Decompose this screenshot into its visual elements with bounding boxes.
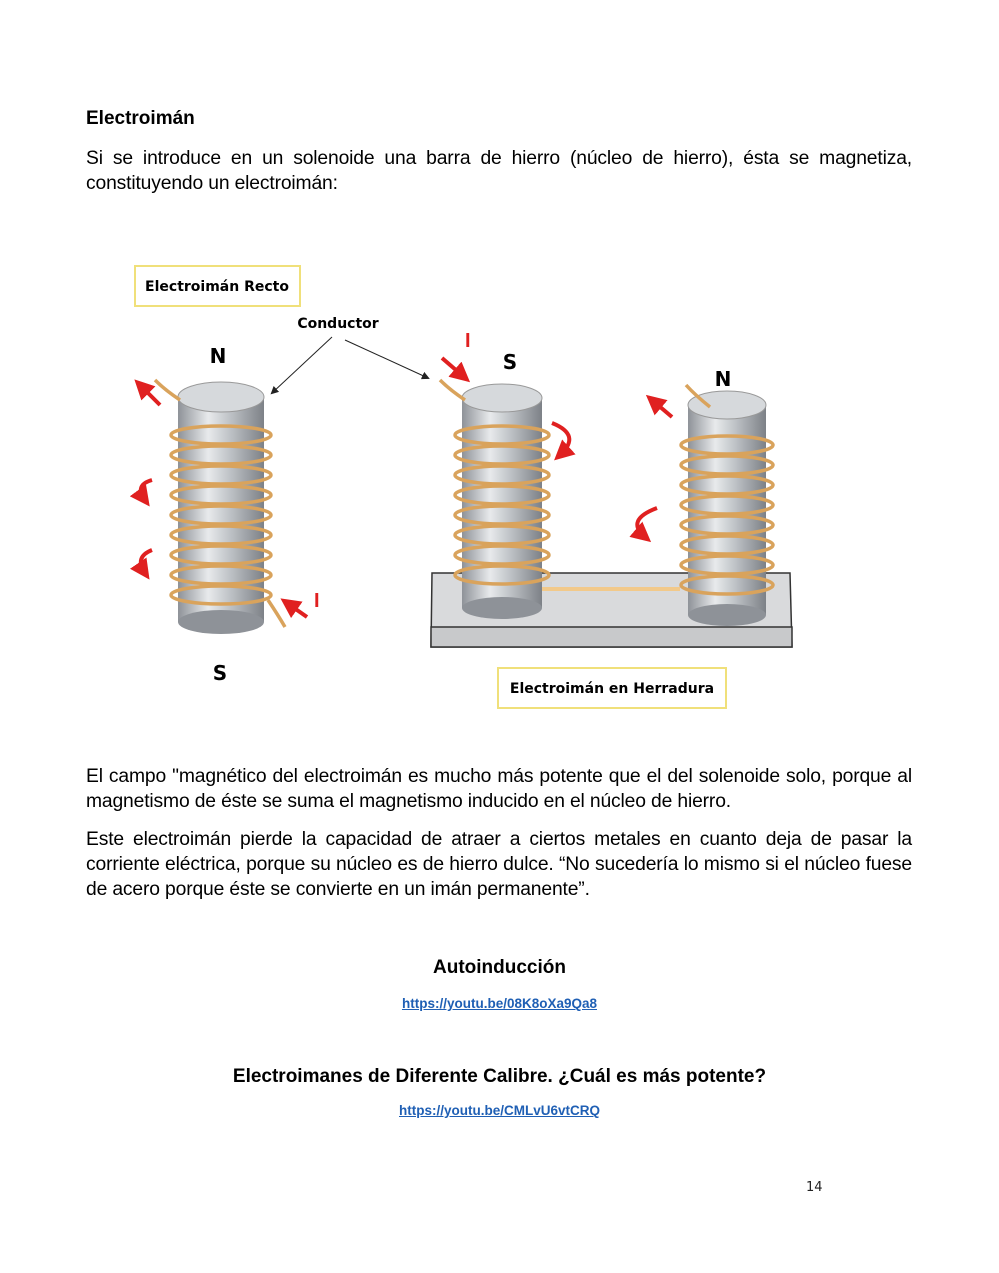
label-horseshoe-box	[498, 668, 726, 708]
subheading-electroimanes: Electroimanes de Diferente Calibre. ¿Cuál es más potente?	[232, 1066, 767, 1087]
label-straight: Electroimán Recto	[145, 279, 289, 295]
electromagnet-figure	[120, 255, 810, 725]
label-straight-box	[135, 266, 300, 306]
pole-n-straight: N	[209, 344, 227, 368]
pole-s-straight: S	[212, 661, 228, 685]
straight-electromagnet	[140, 344, 320, 685]
conductor-arrow-left	[272, 337, 332, 393]
video-link-electroimanes[interactable]: https://youtu.be/CMLvU6vtCRQ	[399, 1103, 600, 1118]
intro-paragraph: Si se introduce en un solenoide una barra de hierro (núcleo de hierro), ésta se magnetiza, constituyendo un electroimán:	[86, 148, 912, 194]
link-row-2	[0, 1102, 999, 1120]
current-label-horseshoe: I	[465, 330, 471, 352]
video-link-autoinduccion[interactable]: https://youtu.be/08K8oXa9Qa8	[401, 996, 598, 1011]
pole-n-horseshoe: N	[714, 367, 732, 391]
paragraph-soft-iron: Este electroimán pierde la capacidad de atraer a ciertos metales en cuanto deja de pasar la corriente eléctrica, porque su núcleo es de hierro dulce. “No sucedería lo mismo si el núcleo fuese de acero porque éste se convierte en un imán permanente”.	[86, 829, 912, 900]
pole-s-horseshoe: S	[502, 350, 518, 374]
page-number: 14	[806, 1180, 823, 1195]
subheading-autoinduccion: Autoinducción	[433, 957, 566, 978]
section-heading: Electroimán	[86, 108, 195, 129]
link-row-1	[0, 995, 999, 1013]
paragraph-field-strength: El campo "magnético del electroimán es mucho más potente que el del solenoide solo, porque al magnetismo de éste se suma el magnetismo inducido en el núcleo de hierro.	[86, 766, 912, 812]
conductor-arrow-right	[345, 340, 428, 378]
horseshoe-electromagnet	[431, 330, 792, 708]
label-horseshoe: Electroimán en Herradura	[509, 681, 715, 697]
current-label-straight: I	[314, 590, 320, 612]
label-conductor: Conductor	[297, 316, 379, 332]
